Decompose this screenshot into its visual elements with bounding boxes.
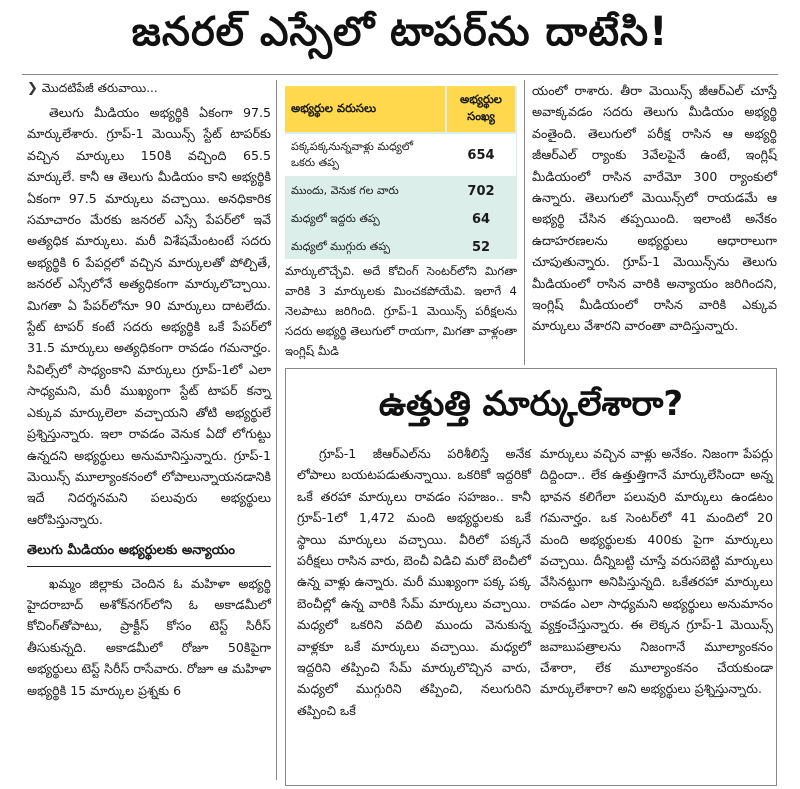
column-divider xyxy=(524,80,525,365)
table-cell: 64 xyxy=(446,205,516,233)
table-row xyxy=(285,233,516,260)
column-3 xyxy=(532,80,777,370)
column-divider xyxy=(276,80,277,780)
box-column-right xyxy=(540,443,773,779)
section-subheading: తెలుగు మీడియం అభ్యర్థులకు అన్యాయం xyxy=(27,540,271,566)
headline: జనరల్ ఎస్సేలో టాపర్‌ను దాటేసి! xyxy=(131,9,669,55)
table-cell: పక్కపక్కనున్నవాళ్లు మధ్యలో ఒకరు తప్ప xyxy=(285,133,446,177)
article-paragraph: గ్రూప్‌-1 జీఆర్‌ఎల్‌ను పరిశీలిస్తే అనేక లోపాలు బయటపడుతున్నాయి. ఒకరికో ఇద్దరికో ఒకే తరహా మార్కులు రావడం సహజం.. కానీ గ్రూప్‌-1లో 1,472 మంది అభ్యర్థులకు ఒకే స్థాయి మార్కులు వచ్చాయి. వీరిలో పక్కనే పరీక్షలు రాసిన వారు, బెంచీ విడిచి మరో బెంచీలో ఉన్న వాళ్లు ఉన్నారు. మరీ ముఖ్యంగా పక్క పక్క బెంచీల్లో ఉన్న వారికి సేమ్‌ మార్కులు వచ్చాయి. మధ్యలో ఒకరిని వదిలి ముందు వెనుకున్న వాళ్లకూ ఒకే మార్కులు వచ్చాయి. మధ్యలో ఇద్దరిని తప్పించి సేమ్‌ మార్కులొచ్చిన వారు, మధ్యలో ముగ్గురిని తప్పించి, నలుగురిని తప్పించి ఒకే xyxy=(297,446,531,718)
column-2 xyxy=(285,262,517,362)
column-1 xyxy=(27,80,271,780)
table-cell: మధ్యలో ముగ్గురు తప్ప xyxy=(285,233,446,260)
table-row xyxy=(285,177,516,205)
table-row xyxy=(285,205,516,233)
article-paragraph: యంలో రాశారు. తీరా మెయిన్స్‌ జీఆర్‌ఎల్‌ చూస్తే అవాక్కవడం సదరు తెలుగు మీడియం అభ్యర్థి వంతైంది. తెలుగులో పరీక్ష రాసిన ఆ అభ్యర్థి జీఆర్‌ఎల్‌ ర్యాంకు 3వేలపైనే ఉంటే, ఇంగ్లిష్‌ మీడియంలో రాసిన వారేమో 300 ర్యాంకులో ఉన్నారు. తెలుగులో మెయిన్స్‌లో రాయడమే ఆ అభ్యర్థి చేసిన తప్పయింది. ఇలాంటి అనేకం ఉదాహరణలను అభ్యర్థులు ఆధారాలుగా చూపుతున్నారు. గ్రూప్‌-1 మెయిన్స్‌ను తెలుగు మీడియంలో రాసిన వారికి అన్యాయం జరిగిందని, ఇంగ్లిష్‌ మీడియంలో రాసిన వారికి ఎక్కువ మార్కులు వేశారని వారంతా వాదిస్తున్నారు. xyxy=(532,83,777,334)
candidates-table xyxy=(285,86,517,259)
box-column-left xyxy=(297,443,531,779)
headline-divider xyxy=(22,74,778,75)
table-cell: మధ్యలో ఇద్దరు తప్ప xyxy=(285,205,446,233)
table-header: అభ్యర్థుల సంఖ్య xyxy=(446,86,516,133)
continued-label xyxy=(27,80,271,98)
table-cell: ముందు, వెనుక గల వారు xyxy=(285,177,446,205)
article-paragraph: ఖమ్మం జిల్లాకు చెందిన ఓ మహిళా అభ్యర్థి హైదరాబాద్‌ అశోక్‌నగర్‌లోని ఓ అకాడమీలో కోచింగ్‌తోపాటు, ప్రాక్టీస్‌ కోసం టెస్ట్‌ సిరీస్‌ తీసుకున్నది. అకాడమీలో రోజూ 50కిపైగా అభ్యర్థులు టెస్ట్‌ సిరీస్‌ రాసేవారు. రోజూ ఆ మహిళా అభ్యర్థికి 15 మార్కుల ప్రశ్నకు 6 xyxy=(27,575,271,698)
table-cell: 654 xyxy=(446,133,516,177)
table-cell: 702 xyxy=(446,177,516,205)
article-paragraph: తెలుగు మీడియం అభ్యర్థికి ఏకంగా 97.5 మార్కులేశారు. గ్రూప్‌-1 మెయిన్స్‌ స్టేట్‌ టాపర్‌కు వచ్చిన మార్కులు 150కి వచ్చింది 65.5 మార్కులే. కానీ ఆ తెలుగు మీడియం కాని అభ్యర్థికి ఏకంగా 97.5 మార్కులు వచ్చాయి. అనధికారిక సమాచారం మేరకు జనరల్‌ ఎస్సే పేపర్‌లో ఇవే అత్యధిక మార్కులు. మరీ విశేషమేంటంటే సదరు అభ్యర్థికి 6 పేపర్లలో వచ్చిన మార్కులతో పోల్చితే, జనరల్‌ ఎస్సేలోనే అత్యధికంగా మార్కులొచ్చాయి. మిగతా ఏ పేపర్‌లోనూ 90 మార్కులు దాటలేదు. స్టేట్‌ టాపర్‌ కంటే సదరు అభ్యర్థికి ఒకే పేపర్‌లో 31.5 మార్కులు అత్యధికంగా రావడం గమనార్హం. సివిల్స్‌లో సాధ్యంకాని మార్కులు గ్రూప్‌-1లో ఎలా సాధ్యమని, మరీ ముఖ్యంగా స్టేట్‌ టాపర్‌ కన్నా ఎక్కువ మార్కులెలా వచ్చాయని తోటి అభ్యర్థులే ప్రశ్నిస్తున్నారు. ఇలా రావడం వెనుక ఏదో లోగుట్టు ఉన్నదని అభ్యర్థులు అనుమానిస్తున్నారు. గ్రూప్‌-1 మెయిన్స్‌ మూల్యాంకనంలో లోపాలున్నాయనడానికి ఇదే నిదర్శనమని పలువురు అభ్యర్థులు ఆరోపిస్తున్నారు. xyxy=(27,105,271,527)
box-title: ఉత్తుత్తి మార్కులేశారా? xyxy=(378,384,684,424)
article-paragraph: మార్కులు వచ్చిన వాళ్లు అనేకం. నిజంగా పేపర్లు దిద్దిందా.. లేక ఉత్తుత్తిగానే మార్కులేసిందా అన్న భావన కలిగేలా పలువురి మార్కులు ఉండటం గమనార్హం. ఒక సెంటర్‌లో 41 మందిలో 20 మంది అభ్యర్థులకు 400కు పైగా మార్కులు వచ్చాయి. దీన్నిబట్టి చూస్తే వరుసబెట్టి మార్కులు వేసినట్టుగా అనిపిస్తున్నది. ఒకేతరహా మార్కులు రావడం ఎలా సాధ్యమని అభ్యర్థులు అనుమానం వ్యక్తంచేస్తున్నారు. ఈ లెక్కన గ్రూప్‌-1 మెయిన్స్‌ జవాబుపత్రాలను నిజంగానే మూల్యాంకనం చేశారా, లేక మూల్యాంకనం చేయకుండా మార్కులేశారా? అని అభ్యర్థులు ప్రశ్నిస్తున్నారు. xyxy=(540,446,773,697)
article-paragraph: మార్కులొచ్చేవి. అదే కోచింగ్‌ సెంటర్‌లోని మిగతా వారికి 3 మార్కులకు మించకపోయేవి. ఇలాగే 4 నెలపాటు జరిగింది. గ్రూప్‌-1 మెయిన్స్‌ పరీక్షలను సదరు అభ్యర్థి తెలుగులో రాయగా, మిగతా వాళ్లంతా ఇంగ్లిష్‌ మీడి xyxy=(285,264,517,358)
arrow-icon: ❯ xyxy=(27,81,38,97)
table-row xyxy=(285,133,516,177)
table-header: అభ్యర్థుల వరుసలు xyxy=(285,86,446,133)
continued-text: మొదటిపేజీ తరువాయి... xyxy=(41,81,158,96)
table-cell: 52 xyxy=(446,233,516,260)
